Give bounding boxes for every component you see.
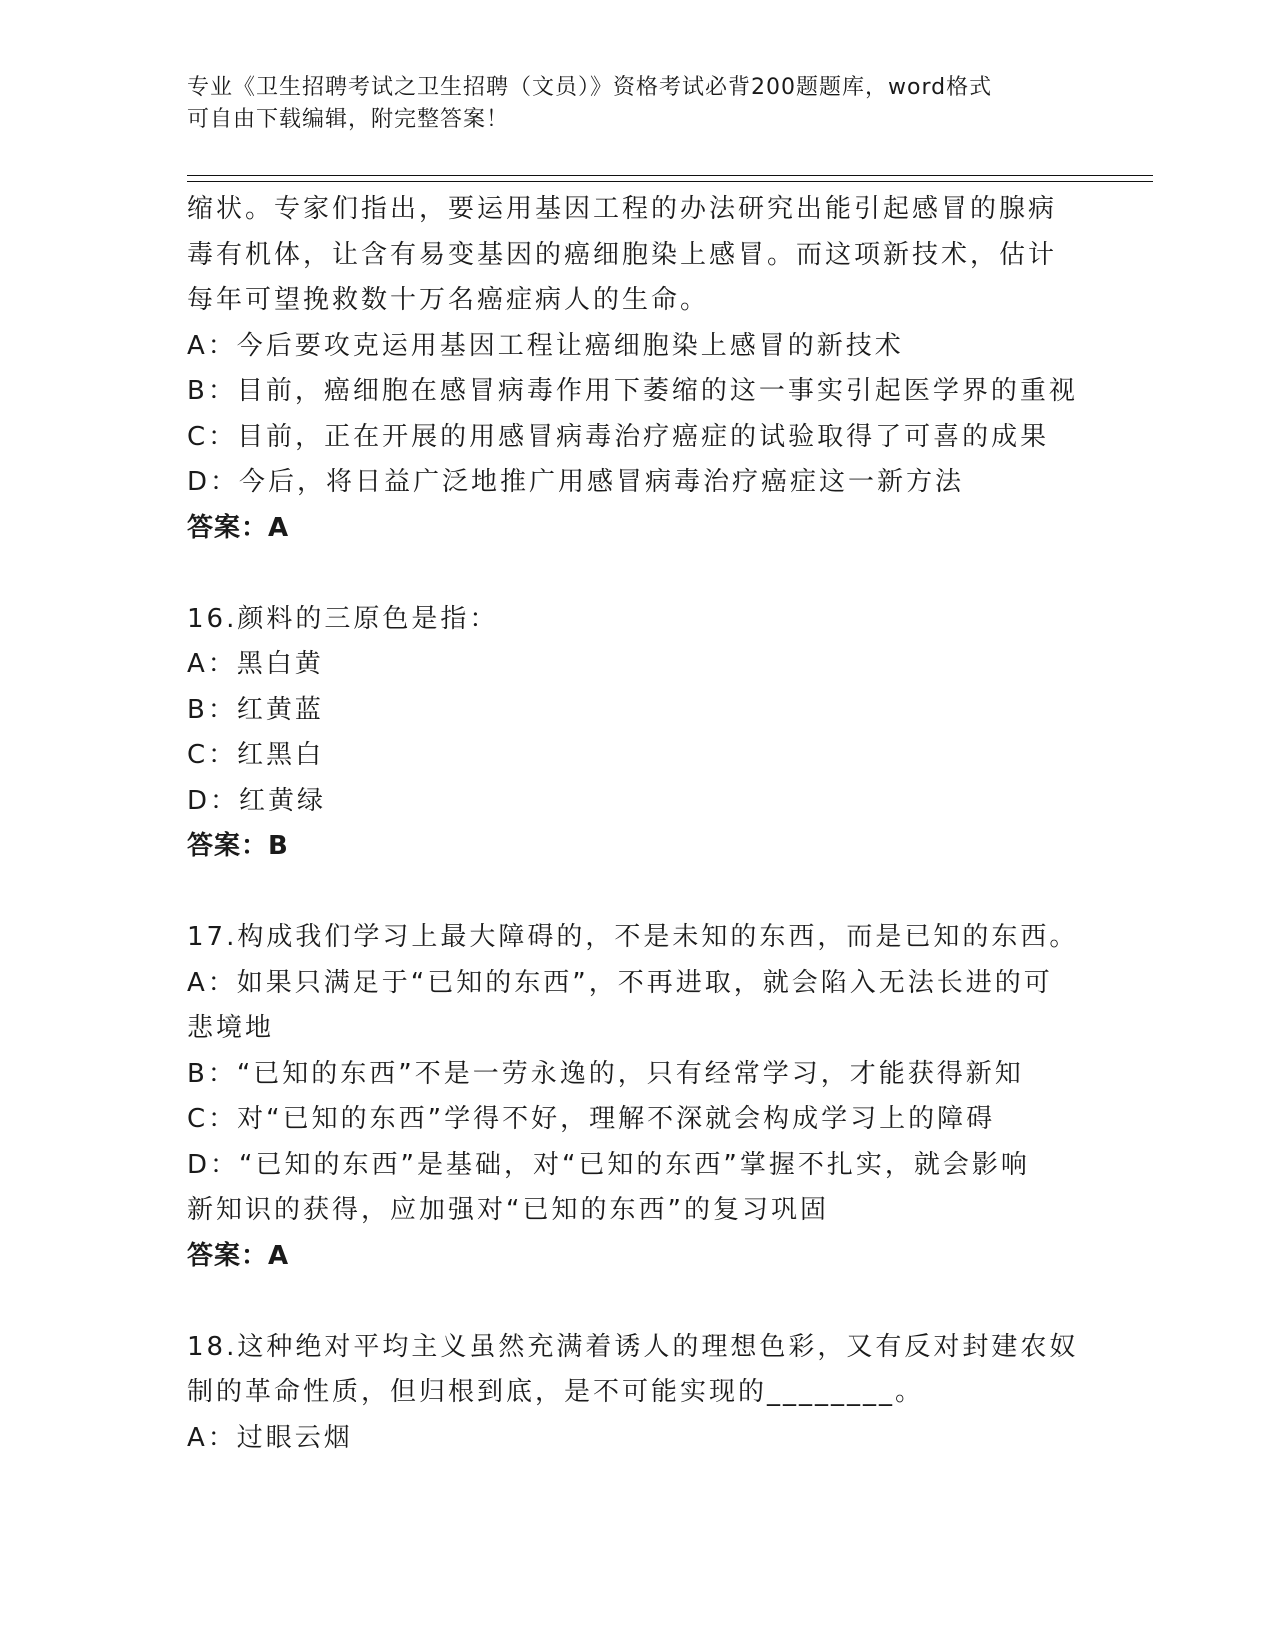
spacer [187, 870, 1077, 916]
question-stem: 16.颜料的三原色是指： [187, 603, 499, 634]
question-stem-line: 18.这种绝对平均主义虽然充满着诱人的理想色彩，又有反对封建农奴 [187, 1331, 1079, 1362]
answer-line: 答案：B [187, 831, 289, 861]
option-a: A：今后要攻克运用基因工程让癌细胞染上感冒的新技术 [187, 330, 904, 361]
question-stem-line: 毒有机体，让含有易变基因的癌细胞染上感冒。而这项新技术，估计 [187, 239, 1058, 270]
spacer [187, 551, 1077, 597]
option-a-line: A：如果只满足于“已知的东西”，不再进取，就会陷入无法长进的可 [187, 967, 1053, 998]
question-content [187, 187, 1077, 1461]
option-d-line: 新知识的获得，应加强对“已知的东西”的复习巩固 [187, 1195, 829, 1225]
header-title-line-1: 专业《卫生招聘考试之卫生招聘（文员）》资格考试必背200题题库，word格式 [187, 75, 993, 100]
question-stem-line: 制的革命性质，但归根到底，是不可能实现的________。 [187, 1377, 925, 1407]
header-divider [187, 175, 1153, 182]
option-d: D：红黄绿 [187, 785, 327, 816]
spacer [187, 1279, 1077, 1325]
question-stem-line: 每年可望挽救数十万名癌症病人的生命。 [187, 285, 710, 315]
option-c: C：对“已知的东西”学得不好，理解不深就会构成学习上的障碍 [187, 1104, 996, 1134]
option-c: C：目前，正在开展的用感冒病毒治疗癌症的试验取得了可喜的成果 [187, 421, 1050, 452]
option-b: B：红黄蓝 [187, 694, 324, 725]
document-header [187, 72, 1067, 136]
option-b: B：目前，癌细胞在感冒病毒作用下萎缩的这一事实引起医学界的重视 [187, 376, 1078, 406]
option-b: B：“已知的东西”不是一劳永逸的，只有经常学习，才能获得新知 [187, 1058, 1024, 1089]
question-stem-line: 缩状。专家们指出，要运用基因工程的办法研究出能引起感冒的腺病 [187, 194, 1058, 224]
question-18 [187, 1325, 1077, 1462]
option-a-line: 悲境地 [187, 1013, 275, 1043]
option-c: C：红黑白 [187, 740, 325, 770]
question-15 [187, 187, 1077, 551]
answer-line: 答案：A [187, 512, 290, 543]
answer-line: 答案：A [187, 1240, 290, 1271]
header-title-line-2: 可自由下载编辑，附完整答案！ [187, 107, 510, 132]
question-17 [187, 915, 1077, 1279]
question-stem: 17.构成我们学习上最大障碍的，不是未知的东西，而是已知的东西。 [187, 922, 1079, 952]
option-a: A：黑白黄 [187, 649, 324, 679]
option-a: A：过眼云烟 [187, 1422, 353, 1453]
question-16 [187, 597, 1077, 870]
option-d-line: D：“已知的东西”是基础，对“已知的东西”掌握不扎实，就会影响 [187, 1149, 1030, 1180]
option-d: D：今后，将日益广泛地推广用感冒病毒治疗癌症这一新方法 [187, 467, 965, 497]
